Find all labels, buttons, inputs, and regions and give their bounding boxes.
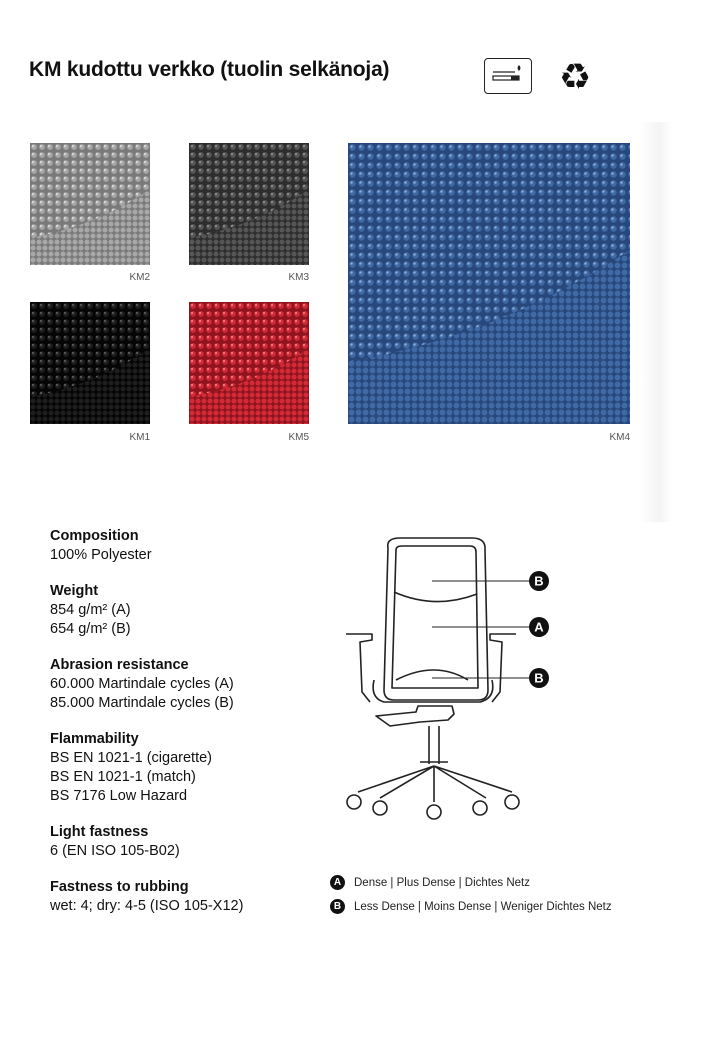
spec-value: BS EN 1021-1 (match) [50,769,196,785]
recycle-icon [556,58,594,94]
swatch-km1 [30,302,150,424]
legend-item-a [330,875,530,890]
spec-value: BS EN 1021-1 (cigarette) [50,750,212,766]
legend-key-a: A [330,875,345,890]
callout-markers [529,571,549,688]
swatch-km2 [30,143,150,265]
spec-fastness-to-rubbing [50,878,243,916]
spec-value: 654 g/m² (B) [50,621,131,637]
swatch-code-km4: KM4 [609,432,630,443]
spec-abrasion-resistance [50,656,234,713]
spec-value: 100% Polyester [50,547,152,563]
chair-diagram [330,530,560,830]
page-title: KM kudottu verkko (tuolin selkänoja) [29,58,390,81]
swatch-code-km5: KM5 [288,432,309,443]
spec-light-fastness [50,823,180,861]
spec-heading: Composition [50,528,139,544]
swatch-code-km3: KM3 [288,272,309,283]
swatch-km4 [348,143,630,424]
spec-value: wet: 4; dry: 4-5 (ISO 105-X12) [50,898,244,914]
spec-heading: Abrasion resistance [50,657,189,673]
svg-text:♻: ♻ [558,58,592,94]
callout-a: A [534,619,544,635]
legend-item-b [330,899,612,914]
spec-composition [50,527,152,565]
spec-heading: Weight [50,583,99,599]
swatch-km3 [189,143,309,265]
legend-text-b: Less Dense | Moins Dense | Weniger Dichtes Netz [354,900,612,913]
spec-heading: Light fastness [50,824,149,840]
legend-key-b: B [330,899,345,914]
callout-b-lower: B [534,670,544,686]
spec-flammability [50,730,212,806]
spec-weight [50,582,131,639]
spec-value: BS 7176 Low Hazard [50,788,188,804]
spec-value: 6 (EN ISO 105-B02) [50,843,180,859]
spec-value: 854 g/m² (A) [50,602,131,618]
swatch-km5 [189,302,309,424]
swatch-code-km1: KM1 [129,432,150,443]
swatch-code-km2: KM2 [129,272,150,283]
callout-b-upper: B [534,573,544,589]
spec-heading: Flammability [50,731,139,747]
backrest-outline [384,538,488,700]
page-edge-shadow [640,122,672,522]
legend-text-a: Dense | Plus Dense | Dichtes Netz [354,876,530,889]
spec-value: 60.000 Martindale cycles (A) [50,676,234,692]
spec-heading: Fastness to rubbing [50,879,189,895]
spec-value: 85.000 Martindale cycles (B) [50,695,234,711]
cigarette-flammability-icon [484,58,532,94]
